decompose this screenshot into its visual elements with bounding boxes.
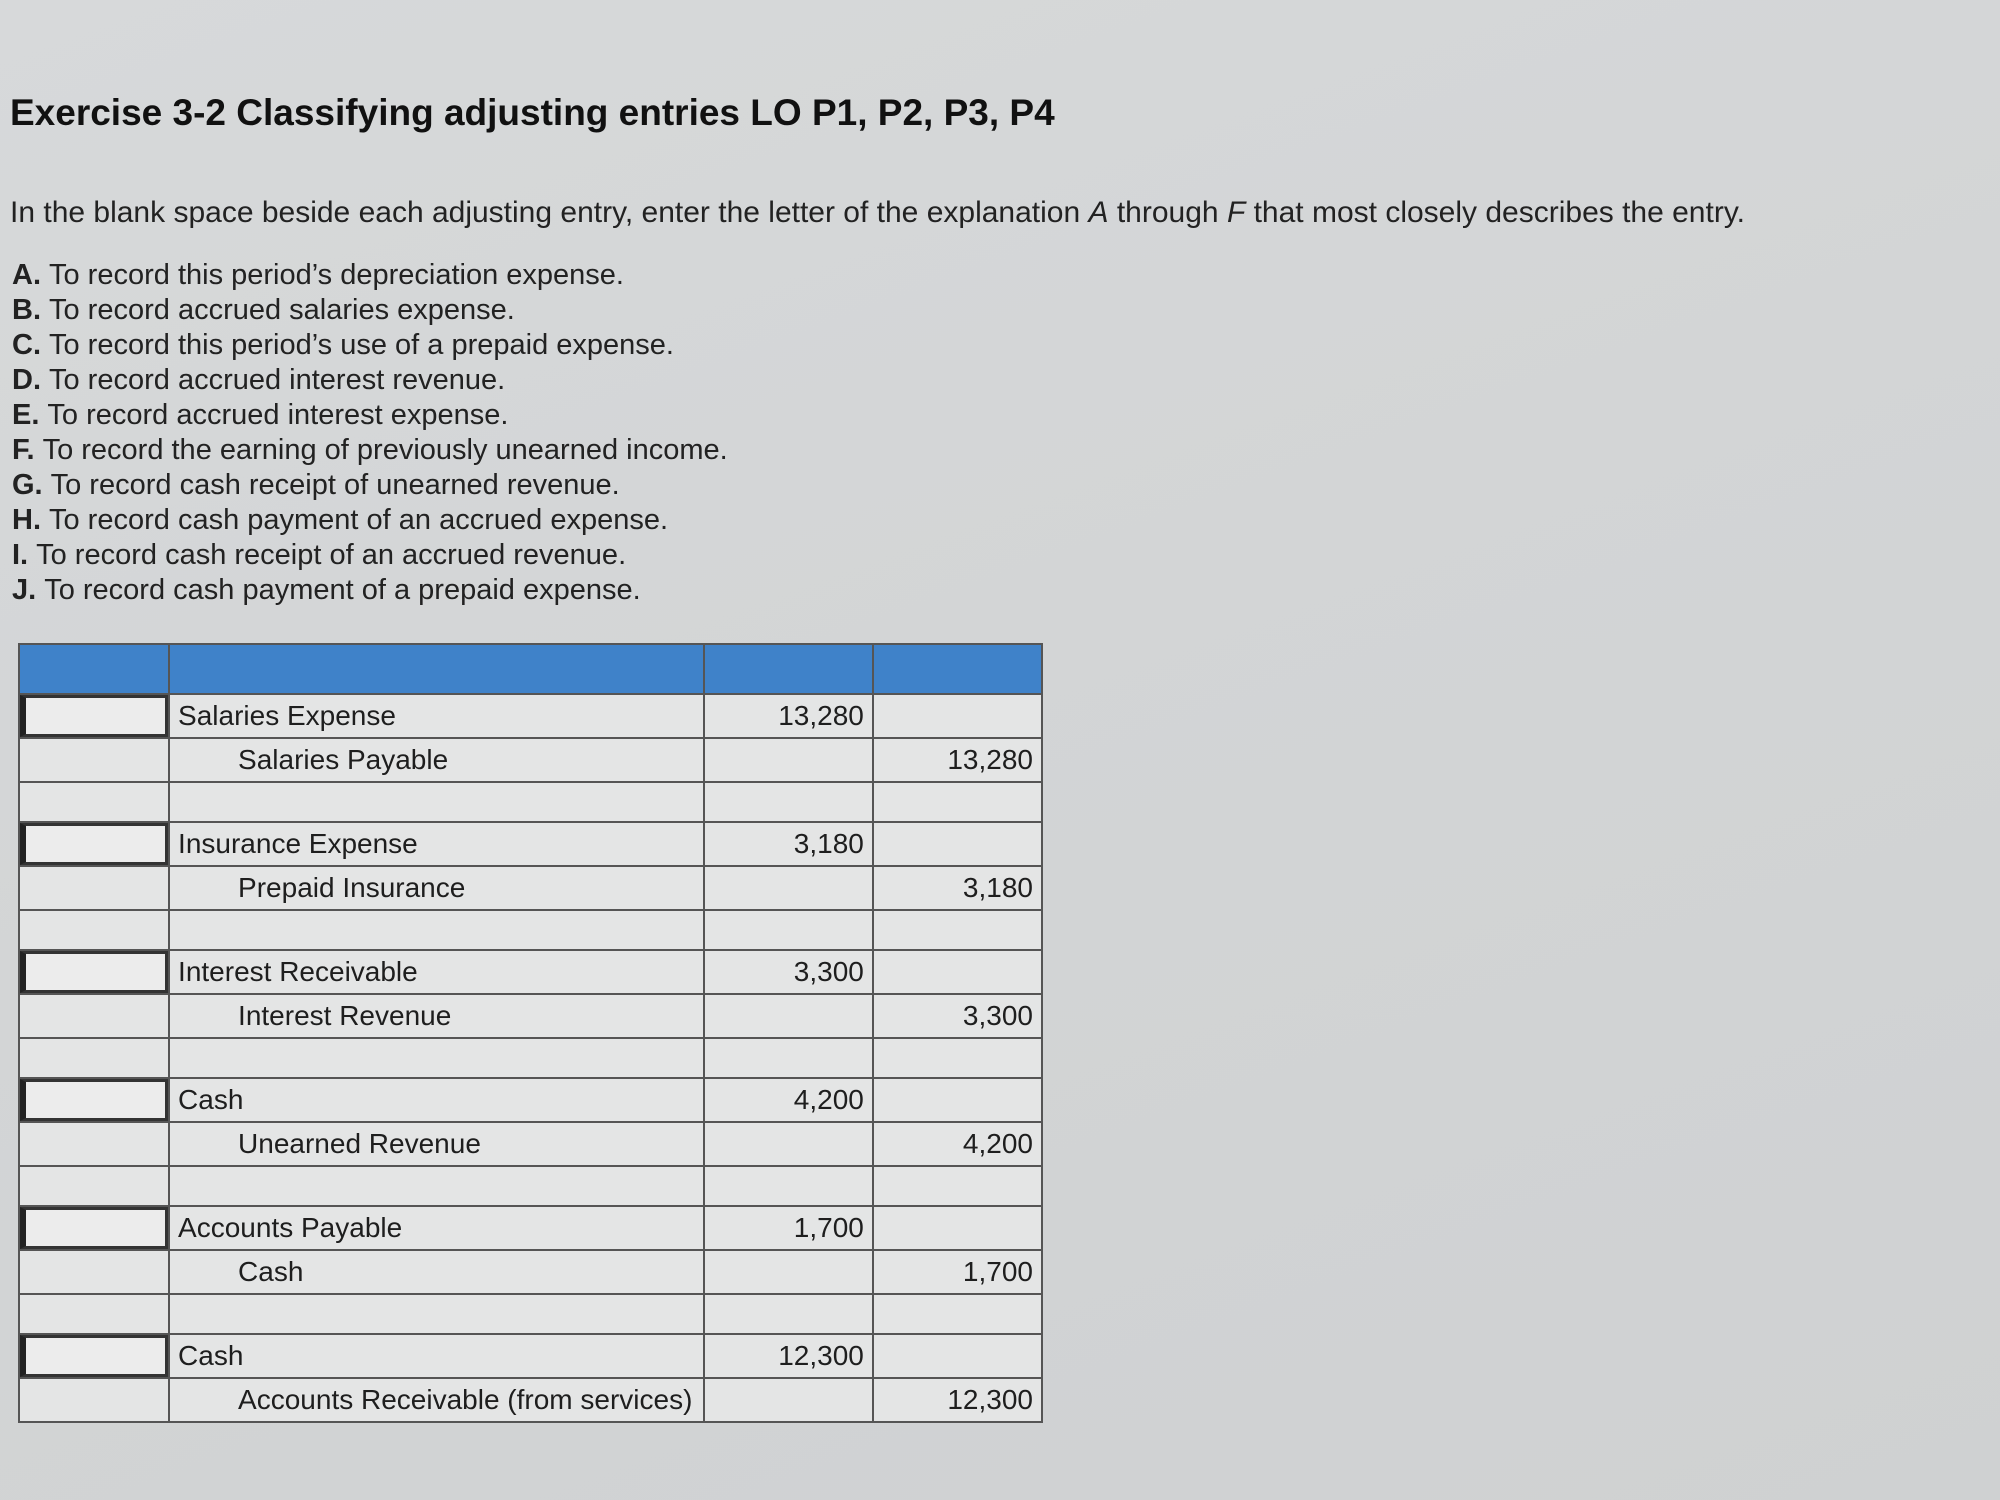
credit-amount: 12,300 (873, 1378, 1042, 1422)
entry-debit-row (19, 1078, 1042, 1122)
spacer-cell (873, 1294, 1042, 1334)
entry-credit-row (19, 994, 1042, 1038)
option-text: To record this period’s use of a prepaid expense. (49, 329, 674, 361)
instructions-text-after: that most closely describes the entry. (1245, 196, 1745, 229)
credit-amount: 4,200 (873, 1122, 1042, 1166)
spacer-cell (169, 1294, 704, 1334)
option-letter: G. (12, 469, 43, 501)
option-a (12, 258, 728, 293)
debit-amount: 3,180 (704, 822, 873, 866)
spacer-cell (873, 1038, 1042, 1078)
option-text: To record cash payment of an accrued expense. (49, 504, 669, 536)
debit-account: Insurance Expense (169, 822, 704, 866)
debit-account: Cash (169, 1334, 704, 1378)
option-text: To record cash receipt of an accrued revenue. (36, 539, 627, 571)
debit-amount: 13,280 (704, 694, 873, 738)
option-h (12, 503, 728, 538)
entry-credit-row (19, 1250, 1042, 1294)
spacer-row (19, 1166, 1042, 1206)
option-text: To record accrued interest revenue. (49, 364, 506, 396)
empty-debit-cell (704, 1250, 873, 1294)
answer-cell (19, 1078, 169, 1122)
option-b (12, 293, 728, 328)
instructions-text-middle: through (1108, 196, 1227, 229)
answer-cell (19, 1206, 169, 1250)
credit-amount: 3,300 (873, 994, 1042, 1038)
spacer-cell (704, 1294, 873, 1334)
spacer-cell (169, 1166, 704, 1206)
spacer-cell (873, 782, 1042, 822)
entry-debit-row (19, 1334, 1042, 1378)
spacer-cell (19, 910, 169, 950)
instructions-letter-a: A (1088, 196, 1109, 229)
spacer-cell (169, 910, 704, 950)
empty-letter-cell (19, 738, 169, 782)
option-j (12, 573, 728, 608)
spacer-cell (873, 1166, 1042, 1206)
answer-input-5[interactable] (20, 1207, 168, 1249)
entry-credit-row (19, 1378, 1042, 1422)
credit-amount: 3,180 (873, 866, 1042, 910)
option-c (12, 328, 728, 363)
spacer-cell (704, 1166, 873, 1206)
header-cell-debit (704, 644, 873, 694)
option-e (12, 398, 728, 433)
option-letter: H. (12, 504, 41, 536)
option-i (12, 538, 728, 573)
answer-cell (19, 1334, 169, 1378)
answer-input-6[interactable] (20, 1335, 168, 1377)
entry-debit-row (19, 1206, 1042, 1250)
credit-account: Interest Revenue (169, 994, 704, 1038)
spacer-cell (873, 910, 1042, 950)
debit-account: Cash (169, 1078, 704, 1122)
answer-cell (19, 950, 169, 994)
empty-debit-cell (704, 866, 873, 910)
debit-account: Accounts Payable (169, 1206, 704, 1250)
spacer-cell (169, 782, 704, 822)
option-g (12, 468, 728, 503)
option-letter: A. (12, 259, 41, 291)
option-text: To record cash receipt of unearned revenue. (50, 469, 620, 501)
option-letter: B. (12, 294, 41, 326)
option-text: To record cash payment of a prepaid expense. (44, 574, 641, 606)
spacer-cell (704, 782, 873, 822)
debit-amount: 4,200 (704, 1078, 873, 1122)
empty-letter-cell (19, 1122, 169, 1166)
spacer-cell (704, 910, 873, 950)
empty-credit-cell (873, 950, 1042, 994)
debit-amount: 12,300 (704, 1334, 873, 1378)
header-cell-account (169, 644, 704, 694)
entry-credit-row (19, 738, 1042, 782)
spacer-cell (19, 1166, 169, 1206)
option-text: To record accrued interest expense. (47, 399, 509, 431)
entry-debit-row (19, 822, 1042, 866)
answer-cell (19, 822, 169, 866)
debit-amount: 3,300 (704, 950, 873, 994)
empty-letter-cell (19, 1250, 169, 1294)
option-text: To record this period’s depreciation expense. (49, 259, 624, 291)
option-letter: E. (12, 399, 40, 431)
credit-account: Salaries Payable (169, 738, 704, 782)
option-text: To record accrued salaries expense. (49, 294, 515, 326)
entry-debit-row (19, 950, 1042, 994)
empty-letter-cell (19, 994, 169, 1038)
option-letter: D. (12, 364, 41, 396)
spacer-cell (19, 1038, 169, 1078)
entry-debit-row (19, 694, 1042, 738)
debit-account: Interest Receivable (169, 950, 704, 994)
spacer-row (19, 1294, 1042, 1334)
entry-credit-row (19, 866, 1042, 910)
table-header-row (19, 644, 1042, 694)
answer-input-1[interactable] (20, 695, 168, 737)
empty-debit-cell (704, 738, 873, 782)
spacer-cell (19, 1294, 169, 1334)
option-letter: C. (12, 329, 41, 361)
credit-amount: 1,700 (873, 1250, 1042, 1294)
empty-credit-cell (873, 1078, 1042, 1122)
spacer-cell (169, 1038, 704, 1078)
spacer-row (19, 1038, 1042, 1078)
instructions (10, 196, 1745, 230)
header-cell-letter (19, 644, 169, 694)
page-title: Exercise 3-2 Classifying adjusting entries LO P1, P2, P3, P4 (10, 92, 1055, 133)
option-d (12, 363, 728, 398)
option-letter: F. (12, 434, 35, 466)
explanation-options-list (12, 258, 728, 608)
empty-letter-cell (19, 1378, 169, 1422)
debit-account: Salaries Expense (169, 694, 704, 738)
adjusting-entries-table (18, 643, 1043, 1423)
answer-input-4[interactable] (20, 1079, 168, 1121)
empty-debit-cell (704, 994, 873, 1038)
credit-account: Cash (169, 1250, 704, 1294)
empty-credit-cell (873, 694, 1042, 738)
empty-credit-cell (873, 1206, 1042, 1250)
credit-account: Unearned Revenue (169, 1122, 704, 1166)
entry-credit-row (19, 1122, 1042, 1166)
answer-cell (19, 694, 169, 738)
instructions-text-before: In the blank space beside each adjusting entry, enter the letter of the explanation (10, 196, 1089, 229)
answer-input-3[interactable] (20, 951, 168, 993)
option-letter: I. (12, 539, 29, 571)
credit-account: Prepaid Insurance (169, 866, 704, 910)
empty-debit-cell (704, 1122, 873, 1166)
debit-amount: 1,700 (704, 1206, 873, 1250)
spacer-cell (19, 782, 169, 822)
empty-debit-cell (704, 1378, 873, 1422)
header-cell-credit (873, 644, 1042, 694)
spacer-cell (704, 1038, 873, 1078)
empty-letter-cell (19, 866, 169, 910)
option-f (12, 433, 728, 468)
spacer-row (19, 782, 1042, 822)
credit-account: Accounts Receivable (from services) (169, 1378, 704, 1422)
instructions-letter-f: F (1226, 196, 1246, 229)
answer-input-2[interactable] (20, 823, 168, 865)
empty-credit-cell (873, 1334, 1042, 1378)
option-text: To record the earning of previously unearned income. (42, 434, 728, 466)
credit-amount: 13,280 (873, 738, 1042, 782)
option-letter: J. (12, 574, 37, 606)
spacer-row (19, 910, 1042, 950)
empty-credit-cell (873, 822, 1042, 866)
